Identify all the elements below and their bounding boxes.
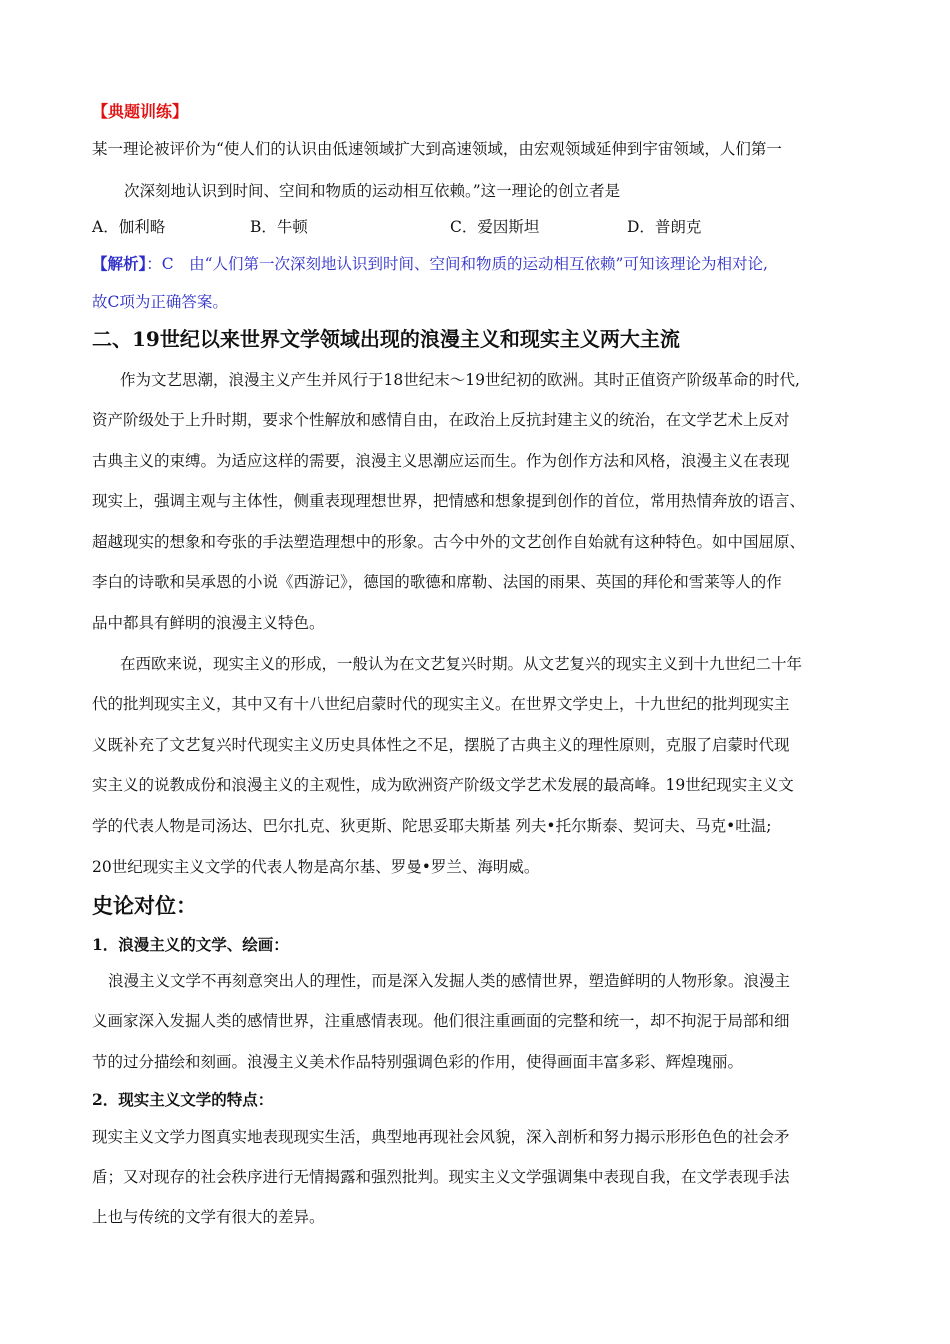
paragraph-line: 学的代表人物是司汤达、巴尔扎克、狄更斯、陀思妥耶夫斯基 列夫•托尔斯泰、契诃夫、马克•吐温;	[92, 817, 772, 835]
item1-title: 1．浪漫主义的文学、绘画：	[92, 935, 289, 954]
paragraph-line: 浪漫主义文学不再刻意突出人的理性，而是深入发掘人类的感情世界，塑造鲜明的人物形象。浪漫主	[108, 972, 791, 990]
option-c: C．爱因斯坦	[450, 218, 540, 236]
paragraph-line: 上也与传统的文学有很大的差异。	[92, 1208, 325, 1226]
option-a: A．伽利略	[92, 218, 166, 236]
exercise-heading: 【典题训练】	[92, 102, 189, 121]
analysis-text: ：C 由“人们第一次深刻地认识到时间、空间和物质的运动相互依赖”可知该理论为相对论,	[146, 255, 768, 273]
option-b: B．牛顿	[250, 218, 308, 236]
paragraph-line: 义既补充了文艺复兴时代现实主义历史具体性之不足，摆脱了古典主义的理性原则，克服了启蒙时代现	[92, 736, 790, 754]
option-d: D．普朗克	[627, 218, 702, 236]
paragraph-line: 超越现实的想象和夸张的手法塑造理想中的形象。古今中外的文艺创作自始就有这种特色。如中国屈原、	[92, 533, 806, 551]
item2-title: 2．现实主义文学的特点：	[92, 1090, 274, 1109]
analysis-line	[92, 254, 862, 274]
paragraph-line: 节的过分描绘和刻画。浪漫主义美术作品特别强调色彩的作用，使得画面丰富多彩、辉煌瑰丽。	[92, 1053, 744, 1071]
analysis-label: 【解析】	[92, 254, 147, 273]
analysis-line: 故C项为正确答案。	[92, 293, 228, 311]
paragraph-line: 实主义的说教成份和浪漫主义的主观性，成为欧洲资产阶级文学艺术发展的最高峰。19世纪现实主义文	[92, 776, 794, 794]
paragraph-line: 代的批判现实主义，其中又有十八世纪启蒙时代的现实主义。在世界文学史上，十九世纪的批判现实主	[92, 695, 790, 713]
paragraph-line: 现实主义文学力图真实地表现现实生活，典型地再现社会风貌，深入剖析和努力揭示形形色色的社会矛	[92, 1128, 790, 1146]
paragraph-line: 现实上，强调主观与主体性，侧重表现理想世界，把情感和想象提到创作的首位，常用热情奔放的语言、	[92, 492, 806, 510]
paragraph-line: 在西欧来说，现实主义的形成，一般认为在文艺复兴时期。从文艺复兴的现实主义到十九世纪二十年	[120, 655, 803, 673]
paragraph-line: 古典主义的束缚。为适应这样的需要，浪漫主义思潮应运而生。作为创作方法和风格，浪漫主义在表现	[92, 452, 790, 470]
question-line: 某一理论被评价为“使人们的认识由低速领域扩大到高速领域，由宏观领域延伸到宇宙领域，人们第一	[92, 140, 782, 158]
paragraph-line: 作为文艺思潮，浪漫主义产生并风行于18世纪末～19世纪初的欧洲。其时正值资产阶级革命的时代,	[120, 371, 800, 389]
paragraph-line: 盾；又对现存的社会秩序进行无情揭露和强烈批判。现实主义文学强调集中表现自我，在文学表现手法	[92, 1168, 790, 1186]
paragraph-line: 品中都具有鲜明的浪漫主义特色。	[92, 614, 325, 632]
shilun-title: 史论对位：	[92, 893, 197, 918]
paragraph-line: 20世纪现实主义文学的代表人物是高尔基、罗曼•罗兰、海明威。	[92, 858, 540, 876]
paragraph-line: 资产阶级处于上升时期，要求个性解放和感情自由，在政治上反抗封建主义的统治，在文学艺术上反对	[92, 411, 790, 429]
section-title: 二、19世纪以来世界文学领域出现的浪漫主义和现实主义两大主流	[92, 327, 680, 351]
paragraph-line: 义画家深入发掘人类的感情世界，注重感情表现。他们很注重画面的完整和统一，却不拘泥于局部和细	[92, 1012, 790, 1030]
question-line: 次深刻地认识到时间、空间和物质的运动相互依赖。”这一理论的创立者是	[124, 182, 621, 200]
paragraph-line: 李白的诗歌和吴承恩的小说《西游记》，德国的歌德和席勒、法国的雨果、英国的拜伦和雪莱等人的作	[92, 573, 782, 591]
